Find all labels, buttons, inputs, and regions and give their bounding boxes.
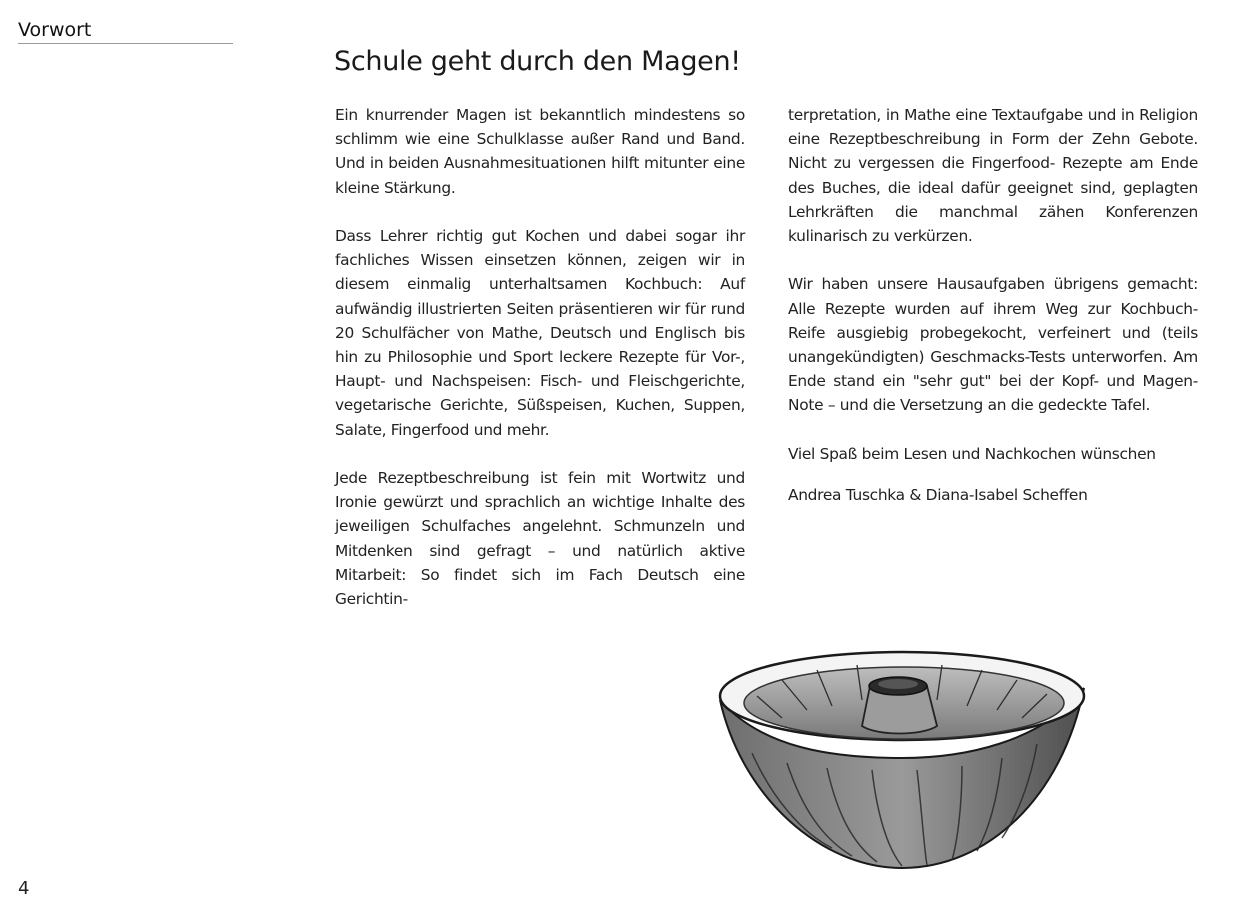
paragraph: terpretation, in Mathe eine Textaufgabe und in Religion eine Rezeptbeschreibung in Form der Zehn Gebote. Nicht zu vergessen die Fingerfood- Rezepte am Ende des Buches, die ideal dafür geeignet sind, geplagten Lehrkräften die manchmal zähen Konferenzen kulinarisch zu verkürzen. — [788, 106, 1198, 246]
page-number: 4 — [18, 878, 30, 899]
section-label: Vorwort — [18, 18, 233, 44]
paragraph: Dass Lehrer richtig gut Kochen und dabei sogar ihr fachliches Wissen einsetzen können, zeigen wir in diesem einmalig unterhaltsamen Kochbuch: Auf aufwändig illustrierten Seiten präsentieren wir für rund 20 Schulfächer von Mathe, Deutsch und Englisch bis hin zu Philosophie und Sport leckere Rezepte für Vor-, Haupt- und Nachspeisen: Fisch- und Fleischgerichte, vegetarische Gerichte, Süßspeisen, Kuchen, Suppen, Salate, Fingerfood und mehr. — [335, 227, 745, 439]
author-signature: Andrea Tuschka & Diana-Isabel Scheffen — [788, 486, 1088, 505]
bundt-cake-pan-drawing-icon — [712, 648, 1092, 873]
paragraph: Jede Rezeptbeschreibung ist fein mit Wortwitz und Ironie gewürzt und sprachlich an wichtige Inhalte des jeweiligen Schulfaches angelehnt. Schmunzeln und Mitdenken sind gefragt – und natürlich aktive Mitarbeit: So findet sich im Fach Deutsch eine Gerichtin- — [335, 469, 745, 609]
right-text-column — [788, 103, 1198, 531]
closing-line: Viel Spaß beim Lesen und Nachkochen wünschen — [788, 444, 1156, 463]
paragraph: Wir haben unsere Hausaufgaben übrigens gemacht: Alle Rezepte wurden auf ihrem Weg zur Kochbuch-Reife ausgiebig probegekocht, verfeinert und (teils unangekündigten) Geschmacks-Tests unterworfen. Am Ende stand ein "sehr gut" bei der Kopf- und Magen-Note – und die Versetzung an die gedeckte Tafel. — [788, 275, 1198, 415]
page-title: Schule geht durch den Magen! — [334, 46, 741, 77]
paragraph: Ein knurrender Magen ist bekanntlich mindestens so schlimm wie eine Schulklasse außer Rand und Band. Und in beiden Ausnahmesituationen hilft mitunter eine kleine Stärkung. — [335, 106, 745, 197]
left-text-column — [335, 103, 745, 635]
